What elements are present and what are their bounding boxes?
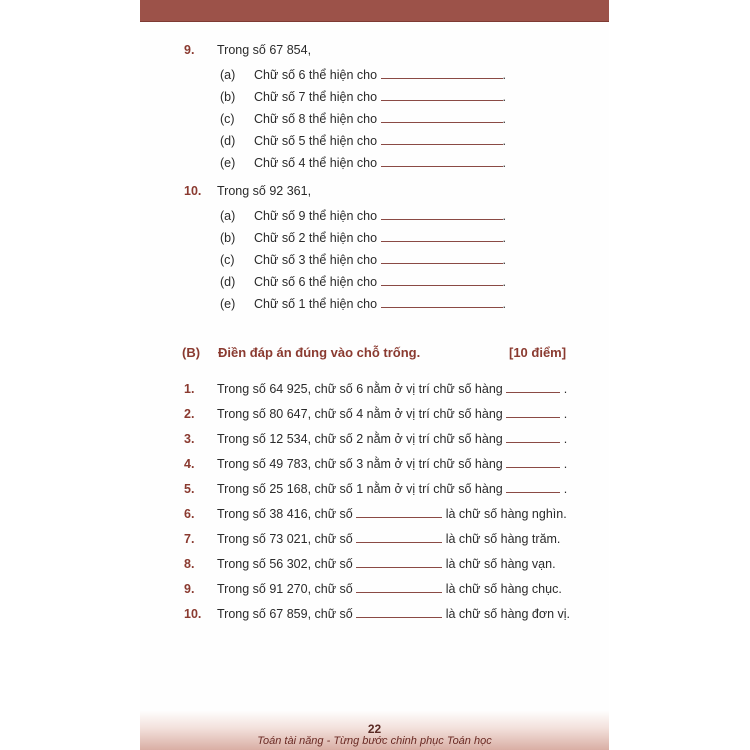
question-number: 9. bbox=[184, 582, 195, 596]
section-b-points: [10 điểm] bbox=[509, 345, 567, 360]
sub-text: Chữ số 5 thể hiện cho bbox=[254, 134, 378, 148]
question-text-after: là chữ số hàng nghìn. bbox=[445, 507, 567, 521]
page-number: 22 bbox=[367, 722, 382, 736]
question-text-after: là chữ số hàng chục. bbox=[445, 582, 562, 596]
answer-blank[interactable] bbox=[506, 382, 560, 393]
question-text-before: Trong số 38 416, chữ số bbox=[217, 507, 353, 521]
period: . bbox=[502, 134, 506, 148]
answer-blank[interactable] bbox=[506, 482, 560, 493]
answer-blank[interactable] bbox=[506, 407, 560, 418]
answer-blank[interactable] bbox=[381, 275, 503, 286]
question-stem: Trong số 92 361, bbox=[217, 184, 312, 198]
answer-blank[interactable] bbox=[381, 112, 503, 123]
sub-label: (c) bbox=[220, 253, 235, 267]
answer-blank[interactable] bbox=[356, 582, 442, 593]
sub-text: Chữ số 6 thể hiện cho bbox=[254, 275, 378, 289]
question-text: Trong số 12 534, chữ số 2 nằm ở vị trí chữ số hàng bbox=[217, 432, 503, 446]
question-number: 5. bbox=[184, 482, 195, 496]
answer-blank[interactable] bbox=[356, 507, 442, 518]
book-title: Toán tài năng - Từng bước chinh phục Toán học bbox=[257, 735, 492, 747]
answer-blank[interactable] bbox=[381, 297, 503, 308]
question-text: Trong số 25 168, chữ số 1 nằm ở vị trí chữ số hàng bbox=[217, 482, 503, 496]
question-number: 1. bbox=[184, 382, 195, 396]
answer-blank[interactable] bbox=[381, 231, 503, 242]
sub-label: (c) bbox=[220, 112, 235, 126]
question-text-after: là chữ số hàng đơn vị. bbox=[445, 607, 571, 621]
sub-label: (b) bbox=[220, 90, 236, 104]
period: . bbox=[563, 457, 568, 471]
sub-label: (d) bbox=[220, 275, 236, 289]
period: . bbox=[563, 482, 568, 496]
sub-text: Chữ số 1 thể hiện cho bbox=[254, 297, 378, 311]
answer-blank[interactable] bbox=[506, 457, 560, 468]
section-b-title: Điền đáp án đúng vào chỗ trống. bbox=[218, 345, 421, 360]
answer-blank[interactable] bbox=[506, 432, 560, 443]
sub-text: Chữ số 3 thể hiện cho bbox=[254, 253, 378, 267]
sub-label: (e) bbox=[220, 297, 236, 311]
question-number: 3. bbox=[184, 432, 195, 446]
question-text-after: là chữ số hàng vạn. bbox=[445, 557, 556, 571]
question-number: 6. bbox=[184, 507, 195, 521]
answer-blank[interactable] bbox=[356, 532, 442, 543]
question-text-after: là chữ số hàng trăm. bbox=[445, 532, 561, 546]
question-number: 2. bbox=[184, 407, 195, 421]
question-number: 8. bbox=[184, 557, 195, 571]
section-b-label: (B) bbox=[182, 345, 201, 360]
answer-blank[interactable] bbox=[356, 607, 442, 618]
sub-label: (d) bbox=[220, 134, 236, 148]
question-number: 9. bbox=[184, 43, 195, 57]
question-text: Trong số 49 783, chữ số 3 nằm ở vị trí chữ số hàng bbox=[217, 457, 503, 471]
question-number: 7. bbox=[184, 532, 195, 546]
sub-label: (a) bbox=[220, 209, 236, 223]
sub-label: (e) bbox=[220, 156, 236, 170]
period: . bbox=[502, 275, 506, 289]
period: . bbox=[502, 68, 506, 82]
answer-blank[interactable] bbox=[356, 557, 442, 568]
answer-blank[interactable] bbox=[381, 90, 503, 101]
sub-text: Chữ số 7 thể hiện cho bbox=[254, 90, 378, 104]
header-bar bbox=[140, 0, 609, 22]
answer-blank[interactable] bbox=[381, 209, 503, 220]
period: . bbox=[502, 231, 506, 245]
period: . bbox=[502, 209, 506, 223]
sub-label: (a) bbox=[220, 68, 236, 82]
sub-text: Chữ số 8 thể hiện cho bbox=[254, 112, 378, 126]
question-number: 4. bbox=[184, 457, 195, 471]
answer-blank[interactable] bbox=[381, 253, 503, 264]
period: . bbox=[502, 297, 506, 311]
sub-text: Chữ số 4 thể hiện cho bbox=[254, 156, 378, 170]
question-text-before: Trong số 73 021, chữ số bbox=[217, 532, 353, 546]
period: . bbox=[502, 90, 506, 104]
sub-text: Chữ số 9 thể hiện cho bbox=[254, 209, 378, 223]
sub-text: Chữ số 2 thể hiện cho bbox=[254, 231, 378, 245]
sub-label: (b) bbox=[220, 231, 236, 245]
question-number: 10. bbox=[184, 607, 202, 621]
question-text-before: Trong số 56 302, chữ số bbox=[217, 557, 353, 571]
answer-blank[interactable] bbox=[381, 156, 503, 167]
worksheet-page bbox=[140, 0, 609, 750]
question-stem: Trong số 67 854, bbox=[217, 43, 312, 57]
answer-blank[interactable] bbox=[381, 68, 503, 79]
period: . bbox=[563, 432, 568, 446]
period: . bbox=[563, 407, 568, 421]
period: . bbox=[563, 382, 568, 396]
question-text: Trong số 64 925, chữ số 6 nằm ở vị trí chữ số hàng bbox=[217, 382, 503, 396]
period: . bbox=[502, 112, 506, 126]
sub-text: Chữ số 6 thể hiện cho bbox=[254, 68, 378, 82]
question-text-before: Trong số 67 859, chữ số bbox=[217, 607, 353, 621]
period: . bbox=[502, 253, 506, 267]
period: . bbox=[502, 156, 506, 170]
question-text-before: Trong số 91 270, chữ số bbox=[217, 582, 353, 596]
question-text: Trong số 80 647, chữ số 4 nằm ở vị trí chữ số hàng bbox=[217, 407, 503, 421]
answer-blank[interactable] bbox=[381, 134, 503, 145]
question-number: 10. bbox=[184, 184, 202, 198]
